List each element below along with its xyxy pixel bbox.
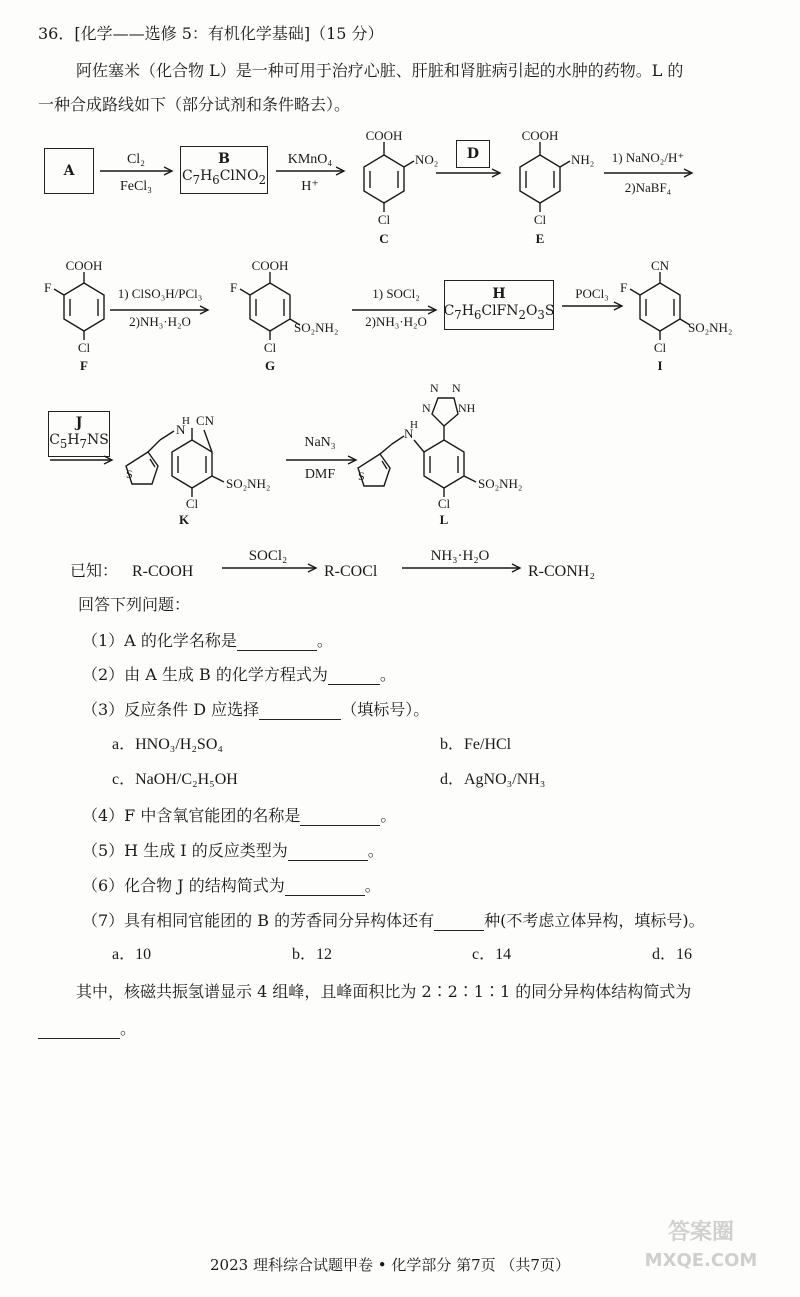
k-s: S bbox=[126, 467, 133, 481]
known-r3: R-CONH₂ bbox=[528, 563, 595, 580]
g-fluoro: F bbox=[230, 280, 238, 295]
c-no2: NO₂ bbox=[415, 152, 439, 167]
reagent-2-top: KMnO₄ bbox=[287, 152, 333, 167]
reagent-D-label: D bbox=[466, 145, 480, 162]
reagent-1-top: Cl₂ bbox=[126, 152, 146, 167]
option-3b: b．Fe/HCl bbox=[440, 736, 512, 753]
i-fluoro: F bbox=[620, 280, 628, 295]
reagent-9-bottom: DMF bbox=[304, 467, 336, 482]
answer-blank-7[interactable] bbox=[434, 910, 484, 931]
l-so2nh2: SO₂NH₂ bbox=[478, 476, 523, 491]
compound-H-formula: $C_7H_6ClFN_2O_3S$ bbox=[443, 303, 555, 322]
l-n: N bbox=[404, 426, 414, 441]
known-r2: R-COCl bbox=[324, 563, 378, 580]
g-so2nh2: SO₂NH₂ bbox=[294, 320, 339, 335]
reagent-9-top: NaN₃ bbox=[304, 435, 336, 450]
compound-E-label: E bbox=[535, 231, 545, 246]
compound-K-label: K bbox=[178, 512, 190, 527]
option-7d: d．16 bbox=[652, 946, 693, 963]
question-4: （4）F 中含氧官能团的名称是 。 bbox=[82, 806, 397, 825]
i-cl: Cl bbox=[653, 340, 667, 355]
reagent-5-top: 1) ClSO₃H/PCl₃ bbox=[117, 286, 203, 301]
answer-blank-4[interactable] bbox=[300, 805, 380, 826]
compound-J-label: J bbox=[75, 415, 83, 432]
question-3: （3）反应条件 D 应选择 （填标号）。 bbox=[82, 700, 430, 719]
answer-blank-6[interactable] bbox=[285, 875, 365, 896]
reagent-5-bottom: 2)NH₃·H₂O bbox=[129, 314, 191, 329]
final-question-line: 其中，核磁共振氢谱显示 4 组峰，且峰面积比为 2∶2∶1∶1 的同分异构体结构简式为 bbox=[76, 982, 692, 1001]
compound-C-label: C bbox=[379, 231, 389, 246]
l-h: H bbox=[410, 419, 418, 431]
question-1: （1）A 的化学名称是 。 bbox=[82, 631, 333, 650]
l-tet-n1: N bbox=[430, 381, 439, 395]
reagent-4-top: 1) NaNO₂/H⁺ bbox=[611, 150, 685, 165]
final-answer-line: 。 bbox=[38, 1018, 136, 1039]
k-cl: Cl bbox=[185, 496, 199, 511]
e-cooh: COOH bbox=[521, 128, 559, 143]
answer-blank-8[interactable] bbox=[38, 1018, 120, 1039]
reagent-2-bottom: H⁺ bbox=[301, 179, 319, 194]
c-cl: Cl bbox=[377, 212, 391, 227]
option-3a: a．HNO₃/H₂SO₄ bbox=[112, 736, 223, 753]
reagent-6-bottom: 2)NH₃·H₂O bbox=[365, 314, 427, 329]
compound-H-label: H bbox=[492, 286, 506, 303]
e-cl: Cl bbox=[533, 212, 547, 227]
option-7c: c．14 bbox=[472, 946, 512, 963]
l-tet-n3: N bbox=[452, 381, 461, 395]
i-cn: CN bbox=[650, 258, 670, 273]
compound-G-label: G bbox=[264, 358, 276, 373]
l-cl: Cl bbox=[437, 496, 451, 511]
watermark-logo bbox=[616, 1219, 786, 1289]
page-footer: 2023 理科综合试题甲卷 • 化学部分 第7页 （共7页） bbox=[210, 1256, 570, 1274]
l-s: S bbox=[358, 469, 365, 483]
f-fluoro: F bbox=[44, 280, 52, 295]
k-h: H bbox=[182, 415, 190, 427]
known-r1: R-COOH bbox=[132, 563, 194, 580]
e-nh2: NH₂ bbox=[571, 152, 595, 167]
answer-blank-3[interactable] bbox=[259, 699, 341, 720]
f-cooh: COOH bbox=[65, 258, 103, 273]
option-3c: c．NaOH/C₂H₅OH bbox=[112, 771, 238, 788]
answer-blank-5[interactable] bbox=[288, 840, 368, 861]
compound-L-label: L bbox=[439, 512, 449, 527]
answer-blank-1[interactable] bbox=[237, 630, 317, 651]
k-cn: CN bbox=[196, 413, 215, 428]
i-so2nh2: SO₂NH₂ bbox=[688, 320, 733, 335]
question-header: 36．[化学——选修 5：有机化学基础]（15 分） bbox=[38, 24, 384, 43]
question-7: （7）具有相同官能团的 B 的芳香同分异构体还有 种(不考虑立体异构，填标号)。 bbox=[82, 911, 705, 930]
k-n: N bbox=[176, 422, 186, 437]
watermark-line-2: MXQE.COM bbox=[644, 1250, 758, 1271]
option-7a: a．10 bbox=[112, 946, 152, 963]
k-so2nh2: SO₂NH₂ bbox=[226, 476, 271, 491]
question-6: （6）化合物 J 的结构简式为 。 bbox=[82, 876, 381, 895]
intro-line-2: 一种合成路线如下（部分试剂和条件略去）。 bbox=[38, 95, 351, 114]
l-tet-n2: N bbox=[422, 401, 431, 415]
reagent-6-top: 1) SOCl₂ bbox=[372, 286, 420, 301]
compound-I-label: I bbox=[657, 358, 663, 373]
known-reagent1: SOCl₂ bbox=[248, 548, 288, 564]
compound-F-label: F bbox=[80, 358, 88, 373]
g-cooh: COOH bbox=[251, 258, 289, 273]
reagent-7-top: POCl₃ bbox=[575, 286, 609, 301]
question-2: （2）由 A 生成 B 的化学方程式为 。 bbox=[82, 665, 396, 684]
reagent-4-bottom: 2)NaBF₄ bbox=[624, 180, 672, 195]
known-prefix: 已知： bbox=[70, 563, 119, 580]
intro-line-1: 阿佐塞米（化合物 L）是一种可用于治疗心脏、肝脏和肾脏病引起的水肿的药物。L 的 bbox=[76, 61, 684, 80]
reagent-1-bottom: FeCl₃ bbox=[119, 179, 153, 194]
question-5: （5）H 生成 I 的反应类型为 。 bbox=[82, 841, 384, 860]
option-3d: d．AgNO₃/NH₃ bbox=[440, 771, 546, 788]
f-cl: Cl bbox=[77, 340, 91, 355]
compound-A-label: A bbox=[63, 162, 75, 179]
l-tet-nh: NH bbox=[458, 401, 476, 415]
answer-blank-2[interactable] bbox=[328, 664, 380, 685]
watermark-line-1: 答案圈 bbox=[667, 1220, 734, 1245]
compound-J-formula: $C_5H_7NS$ bbox=[49, 432, 109, 451]
compound-B-formula: $C_7H_6ClNO_2$ bbox=[181, 168, 267, 187]
c-cooh: COOH bbox=[365, 128, 403, 143]
g-cl: Cl bbox=[263, 340, 277, 355]
option-7b: b．12 bbox=[292, 946, 333, 963]
compound-B-label: B bbox=[218, 151, 230, 168]
known-reagent2: NH₃·H₂O bbox=[430, 548, 490, 564]
answer-prompt: 回答下列问题： bbox=[78, 595, 191, 614]
